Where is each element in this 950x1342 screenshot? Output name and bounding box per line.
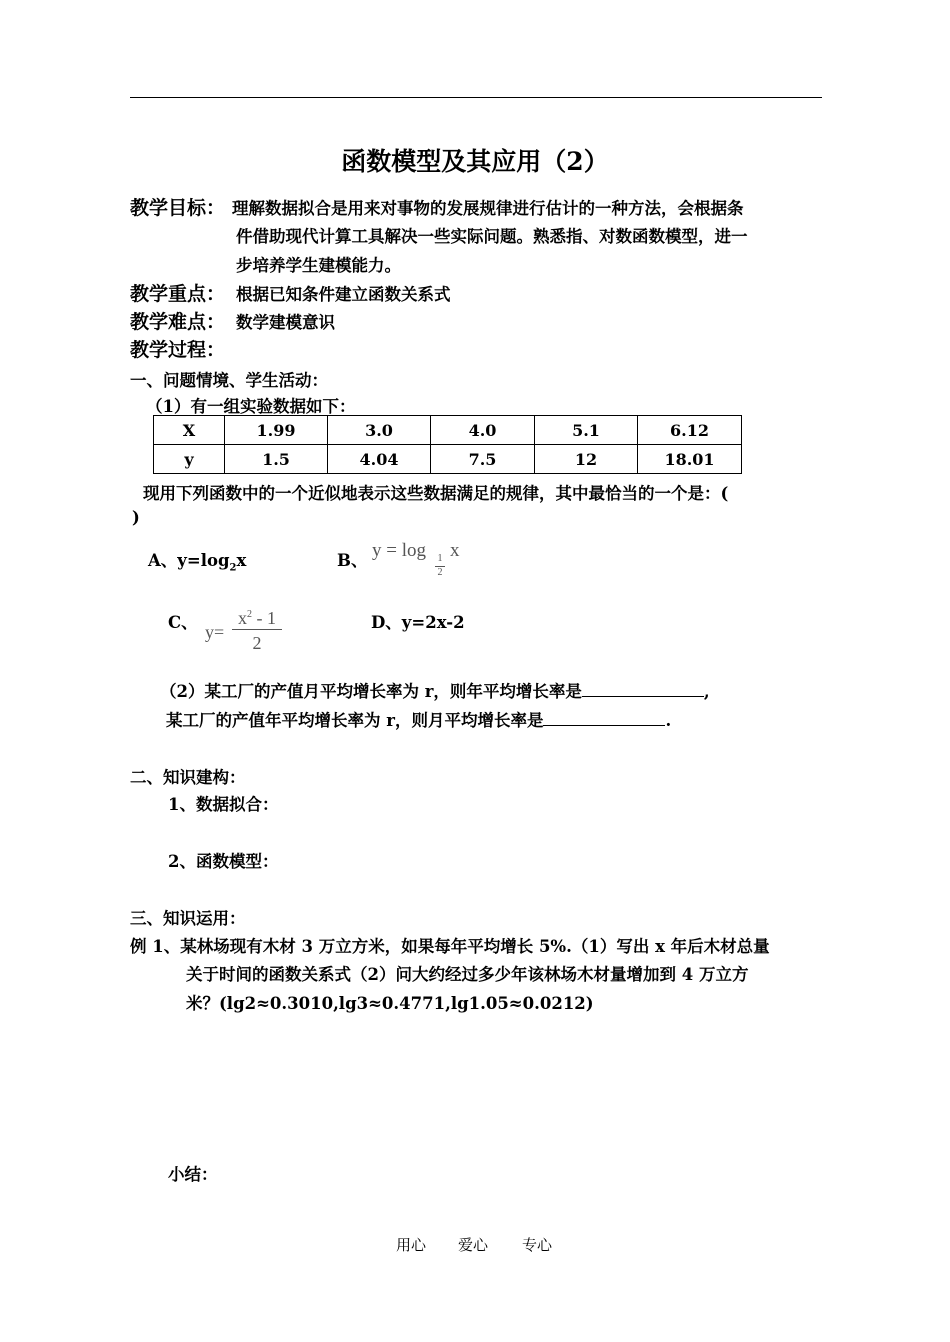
table-cell: 12 [535, 445, 638, 474]
section-3-heading: 三、知识运用： [130, 909, 246, 928]
footer-text-2: 爱心 [458, 1236, 489, 1254]
key-point-label: 教学重点： [130, 283, 226, 305]
question-1-paren: ) [132, 508, 140, 527]
option-c-label: C、 [168, 613, 198, 632]
data-table [153, 415, 742, 474]
table-cell: 7.5 [431, 445, 535, 474]
difficulty-text: 数学建模意识 [236, 313, 335, 332]
example-1-line-3: 米？(lg2≈0.3010,lg3≈0.4771,lg1.05≈0.0212) [186, 994, 594, 1013]
question-2-line-2: 某工厂的产值年平均增长率为 r，则月平均增长率是 . [166, 711, 672, 730]
header-rule [130, 97, 822, 98]
table-cell: 3.0 [328, 416, 431, 445]
objectives-line-2: 件借助现代计算工具解决一些实际问题。熟悉指、对数函数模型，进一 [236, 227, 748, 246]
section-2-item-2: 2、函数模型： [168, 852, 279, 871]
key-point-text: 根据已知条件建立函数关系式 [236, 285, 451, 304]
answer-blank-2[interactable] [543, 709, 665, 726]
answer-blank-1[interactable] [582, 680, 704, 697]
footer-text-3: 专心 [522, 1236, 553, 1254]
option-b-formula: y = log [372, 540, 426, 561]
section-2-heading: 二、知识建构： [130, 768, 246, 787]
difficulty-label: 教学难点： [130, 311, 226, 333]
question-1-text: 现用下列函数中的一个近似地表示这些数据满足的规律，其中最恰当的一个是：( [143, 484, 729, 503]
table-row [154, 445, 742, 474]
table-row [154, 416, 742, 445]
summary-label: 小结： [168, 1165, 218, 1184]
objectives-line-3: 步培养学生建模能力。 [236, 256, 401, 275]
example-1-line-1: 例 1、某林场现有木材 3 万立方米，如果每年平均增长 5%.（1）写出 x 年后木材总量 [130, 937, 770, 956]
objectives-label: 教学目标： [130, 197, 226, 219]
table-cell: 5.1 [535, 416, 638, 445]
table-header-y: y [154, 445, 225, 474]
option-a: A、$y=\log_2x$ [148, 551, 247, 574]
objectives-line-1: 理解数据拟合是用来对事物的发展规律进行估计的一种方法，会根据条 [232, 199, 744, 218]
table-cell: 4.04 [328, 445, 431, 474]
option-d: D、y=2x-2 [371, 613, 465, 632]
table-header-x: X [154, 416, 225, 445]
option-c-fraction: $x^2 - 1$ 2 [232, 604, 282, 654]
table-cell: 18.01 [638, 445, 742, 474]
table-cell: 6.12 [638, 416, 742, 445]
footer-text-1: 用心 [396, 1236, 427, 1254]
section-1-heading: 一、问题情境、学生活动： [130, 371, 328, 390]
table-cell: 1.99 [225, 416, 328, 445]
question-2-line-1: （2）某工厂的产值月平均增长率为 r，则年平均增长率是 , [160, 682, 710, 701]
option-b-base: 1 2 [435, 553, 445, 579]
table-cell: 4.0 [431, 416, 535, 445]
option-b-var: x [450, 540, 460, 561]
example-1-line-2: 关于时间的函数关系式（2）问大约经过多少年该林场木材量增加到 4 万立方 [186, 965, 749, 984]
process-label: 教学过程： [130, 339, 226, 361]
question-1-intro: （1）有一组实验数据如下： [146, 397, 356, 416]
table-cell: 1.5 [225, 445, 328, 474]
section-2-item-1: 1、数据拟合： [168, 795, 279, 814]
option-c-lhs: y= [205, 622, 225, 642]
option-b-label: B、 [337, 551, 368, 570]
page-title: 函数模型及其应用（2） [341, 147, 609, 176]
